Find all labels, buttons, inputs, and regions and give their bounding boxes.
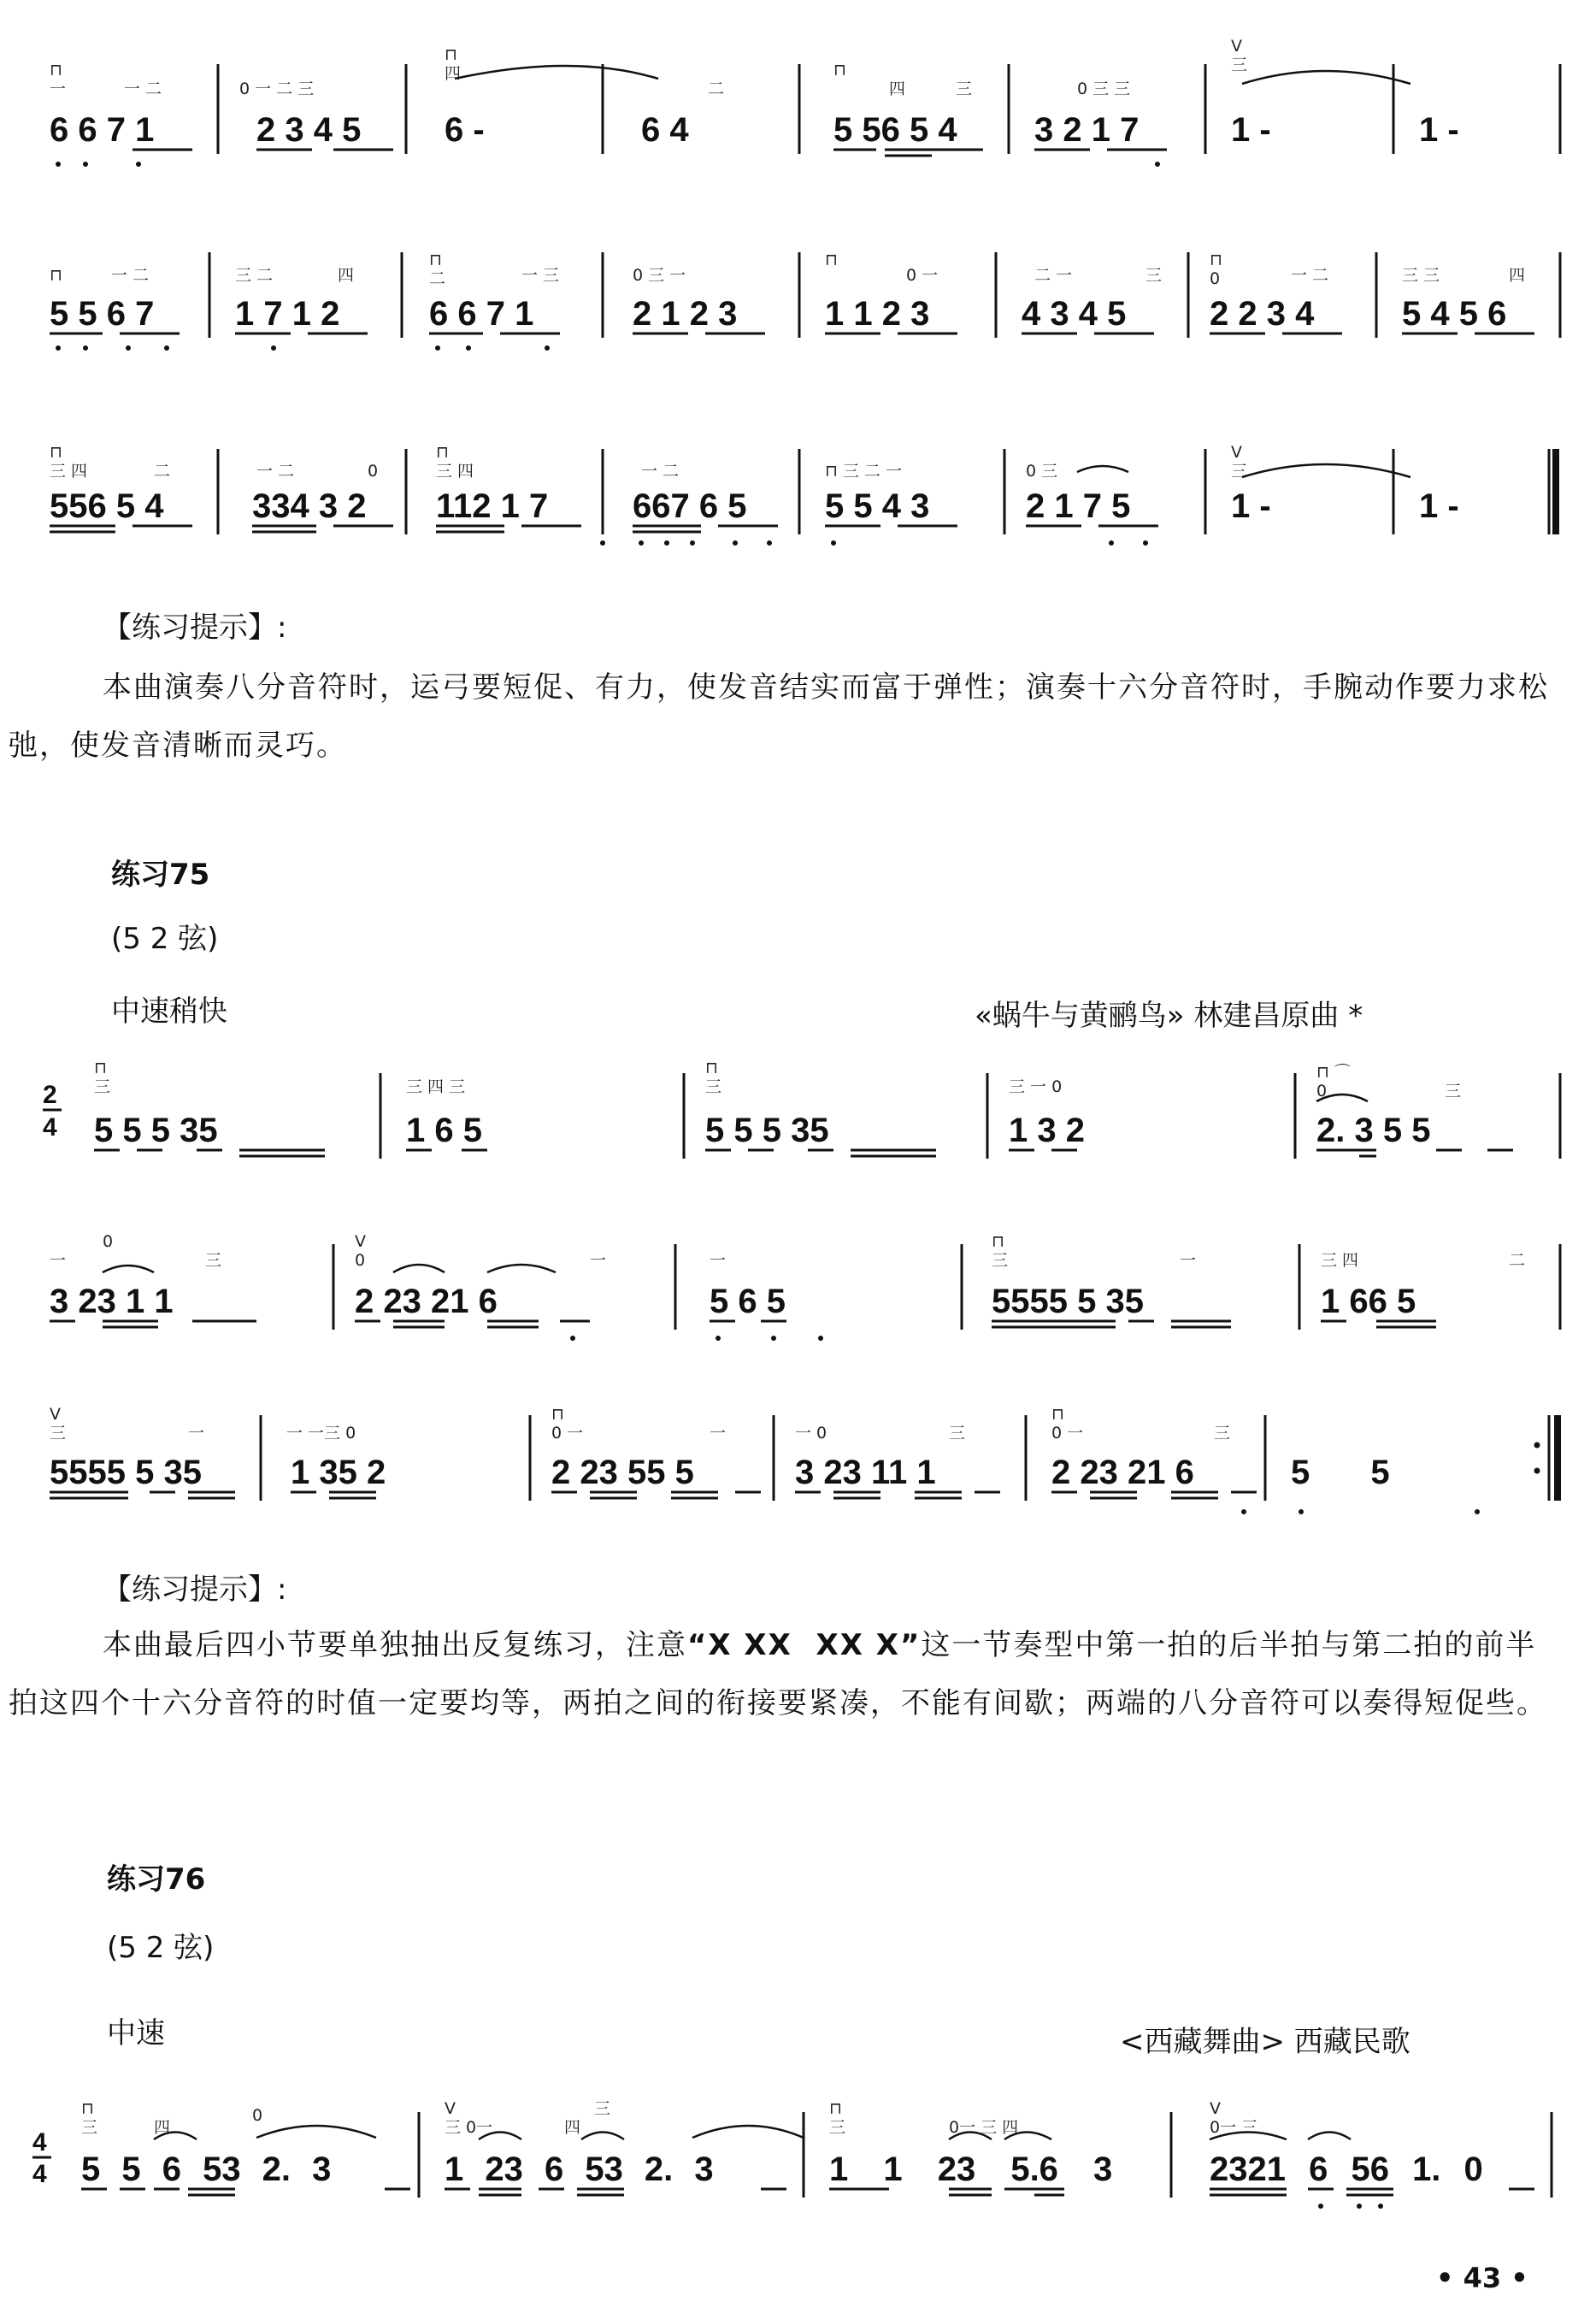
svg-text:V: V — [355, 1232, 366, 1251]
measure: 5555 5 35 — [50, 1454, 202, 1491]
svg-text:三 四 三: 三 四 三 — [406, 1077, 466, 1096]
svg-text:四: 四 — [889, 80, 906, 98]
measure: 2 1 7 5 — [1026, 487, 1131, 525]
svg-text:一 二: 一 二 — [111, 266, 150, 285]
svg-text:一 二: 一 二 — [124, 80, 162, 98]
measure: 2 1 2 3 — [633, 295, 738, 333]
measure: 3 2 1 7 — [1034, 111, 1140, 149]
measure: 112 1 7 — [436, 487, 549, 525]
fingering-marks — [50, 1232, 1525, 1270]
svg-text:三: 三 — [205, 1251, 222, 1270]
svg-text:三: 三 — [829, 2118, 846, 2137]
score-line-1 — [43, 17, 1564, 188]
svg-text:0 一 二 三: 0 一 二 三 — [239, 80, 315, 98]
svg-text:三: 三 — [50, 1424, 67, 1443]
fingering-marks — [94, 1059, 1461, 1100]
svg-text:⊓: ⊓ — [445, 45, 457, 64]
page-number-value: 43 — [1463, 2262, 1502, 2294]
measure: 1 - — [1231, 487, 1271, 525]
score-line-76-1 — [32, 2052, 1564, 2223]
measure: 1 6 5 — [406, 1112, 482, 1149]
measure: 1 7 1 2 — [235, 295, 340, 333]
measure: 5 5 — [1291, 1454, 1390, 1491]
svg-text:三: 三 — [956, 80, 973, 98]
svg-text:一 三: 一 三 — [521, 266, 560, 285]
svg-text:二: 二 — [429, 269, 446, 288]
svg-text:V: V — [1231, 443, 1242, 462]
measure: 5 6 5 — [710, 1283, 786, 1320]
measure: 2 23 21 6 — [355, 1283, 498, 1320]
svg-text:三: 三 — [1445, 1082, 1462, 1100]
svg-text:V: V — [1210, 2099, 1221, 2118]
measure: 1 1 23 5.6 3 — [829, 2151, 1113, 2188]
svg-text:⊓: ⊓ — [825, 251, 838, 269]
svg-text:一: 一 — [710, 1424, 727, 1443]
svg-text:一: 一 — [590, 1251, 607, 1270]
score-line-2 — [43, 214, 1564, 385]
svg-text:一: 一 — [1180, 1251, 1197, 1270]
svg-text:0 三: 0 三 — [1026, 462, 1058, 481]
svg-text:⊓: ⊓ — [50, 266, 62, 285]
page-number: • 43 • — [1436, 2262, 1528, 2294]
svg-text:⊓: ⊓ — [94, 1059, 107, 1077]
svg-text:⊓: ⊓ — [705, 1059, 718, 1077]
fingering-marks — [50, 443, 1247, 481]
tips-text-2b: 这一节奏型中第一拍的后半拍与第二拍的前半拍这四个十六分音符的时值一定要均等，两拍之间的衔接要紧凑，不能有间歇；两端的八分音符可以奏得短促些。 — [9, 1628, 1547, 1720]
svg-text:⊓: ⊓ — [429, 251, 442, 269]
tips-text-2 — [9, 1616, 1564, 1732]
svg-text:一 二: 一 二 — [256, 462, 295, 481]
rhythm-pattern: “X XX XX X” — [687, 1628, 922, 1662]
svg-text:三 四: 三 四 — [50, 462, 88, 481]
measure: 1 23 6 53 2. 3 — [445, 2151, 714, 2188]
svg-text:一 一三 0: 一 一三 0 — [286, 1424, 356, 1443]
svg-text:⊓: ⊓ — [81, 2099, 94, 2118]
svg-text:三: 三 — [949, 1424, 966, 1443]
svg-text:0 三 一: 0 三 一 — [633, 266, 686, 285]
svg-text:0 一: 0 一 — [551, 1424, 584, 1443]
svg-text:⊓: ⊓ — [992, 1232, 1004, 1251]
svg-text:⊓: ⊓ — [551, 1405, 564, 1424]
svg-text:二: 二 — [708, 80, 725, 98]
tips-label-1: 【练习提示】: — [103, 611, 287, 645]
score-line-75-3 — [43, 1377, 1564, 1548]
svg-text:三: 三 — [1145, 266, 1163, 285]
measure: 334 3 2 — [252, 487, 367, 525]
svg-text:0: 0 — [1316, 1082, 1328, 1100]
svg-text:一 0: 一 0 — [795, 1424, 827, 1443]
svg-text:0: 0 — [355, 1251, 366, 1270]
measure: 5 5 5 35 — [94, 1112, 218, 1149]
tips-label-2: 【练习提示】: — [103, 1572, 287, 1607]
measure: 1 - — [1419, 111, 1459, 149]
svg-text:⊓: ⊓ — [50, 61, 62, 80]
svg-text:二: 二 — [154, 462, 171, 481]
measure: 2 23 55 5 — [551, 1454, 694, 1491]
svg-text:三 四: 三 四 — [436, 462, 474, 481]
exercise-76-tempo: 中速 — [107, 2016, 165, 2050]
svg-text:三 一 0: 三 一 0 — [1009, 1077, 1063, 1096]
exercise-76-strings: (5 2 弦) — [107, 1931, 215, 1965]
svg-text:一 二: 一 二 — [1291, 266, 1329, 285]
measure: 3 23 11 1 — [795, 1454, 936, 1491]
measure: 5 5 5 35 — [705, 1112, 829, 1149]
svg-text:一: 一 — [50, 1251, 67, 1270]
svg-text:三 三: 三 三 — [1402, 266, 1440, 285]
svg-text:⊓ ⌒: ⊓ ⌒ — [1316, 1063, 1351, 1082]
svg-text:⊓: ⊓ — [1210, 251, 1222, 269]
svg-text:三 二: 三 二 — [235, 266, 274, 285]
svg-text:V: V — [50, 1405, 61, 1424]
svg-text:⊓: ⊓ — [436, 443, 449, 462]
svg-text:一: 一 — [50, 80, 67, 98]
svg-text:一: 一 — [710, 1251, 727, 1270]
svg-text:四: 四 — [338, 266, 355, 285]
exercise-75-source: «蜗牛与黄鹂鸟» 林建昌原曲 * — [975, 999, 1363, 1033]
measure: 6 - — [445, 111, 485, 149]
time-sig-top: 4 — [32, 2128, 47, 2157]
tips-text-2a: 本曲最后四小节要单独抽出反复练习，注意 — [103, 1628, 687, 1662]
fingering-marks — [50, 251, 1525, 288]
svg-text:0 三 三: 0 三 三 — [1077, 80, 1131, 98]
measure: 1 3 2 — [1009, 1112, 1085, 1149]
score-line-75-2 — [43, 1206, 1564, 1377]
svg-text:四: 四 — [154, 2118, 171, 2137]
svg-text:⊓: ⊓ — [50, 443, 62, 462]
measure: 5 56 5 4 — [833, 111, 957, 149]
svg-text:四: 四 — [564, 2118, 581, 2137]
measure: 1 - — [1231, 111, 1271, 149]
measure: 2 3 4 5 — [256, 111, 362, 149]
svg-text:三: 三 — [594, 2099, 611, 2118]
svg-text:三: 三 — [1231, 462, 1248, 481]
svg-text:三 四: 三 四 — [1321, 1251, 1359, 1270]
svg-text:0一 三: 0一 三 — [1210, 2118, 1258, 2137]
svg-text:三: 三 — [992, 1251, 1009, 1270]
svg-text:四: 四 — [445, 64, 462, 83]
score-line-3 — [43, 402, 1564, 573]
exercise-76-source: <西藏舞曲> 西藏民歌 — [1120, 2025, 1410, 2059]
svg-text:0: 0 — [1210, 269, 1221, 288]
exercise-75-title: 练习75 — [111, 858, 210, 892]
score-line-75-1 — [43, 1035, 1564, 1206]
svg-text:四: 四 — [1509, 266, 1526, 285]
measure: 667 6 5 — [633, 487, 747, 525]
fingering-marks — [50, 1405, 1230, 1443]
measure: 5 4 5 6 — [1402, 295, 1507, 333]
time-sig-bottom: 4 — [43, 1113, 57, 1142]
svg-text:V: V — [445, 2099, 456, 2118]
svg-text:0: 0 — [252, 2106, 263, 2125]
exercise-75-strings: (5 2 弦) — [111, 922, 219, 956]
measure: 4 3 4 5 — [1022, 295, 1127, 333]
measure: 6 4 — [641, 111, 689, 149]
svg-text:⊓: ⊓ — [1051, 1405, 1064, 1424]
svg-text:三: 三 — [705, 1077, 722, 1096]
measure: 5555 5 35 — [992, 1283, 1144, 1320]
svg-text:三: 三 — [1214, 1424, 1231, 1443]
fingering-marks — [50, 37, 1247, 98]
measure: 1 1 2 3 — [825, 295, 930, 333]
measure: 2 2 3 4 — [1210, 295, 1315, 333]
svg-text:二 一: 二 一 — [1034, 266, 1073, 285]
svg-text:一 二: 一 二 — [641, 462, 680, 481]
svg-text:⊓: ⊓ — [833, 61, 846, 80]
tips-text-1: 本曲演奏八分音符时，运弓要短促、有力，使发音结实而富于弹性；演奏十六分音符时，手腕动作要力求松弛，使发音清晰而灵巧。 — [9, 670, 1549, 763]
measure: 2. 3 5 5 — [1316, 1112, 1431, 1149]
time-sig-top: 2 — [43, 1081, 57, 1109]
svg-text:三: 三 — [94, 1077, 111, 1096]
time-sig-bottom: 4 — [32, 2160, 47, 2188]
measure: 2 23 21 6 — [1051, 1454, 1194, 1491]
measure: 2321 6 56 1. 0 — [1210, 2151, 1483, 2188]
svg-text:一: 一 — [188, 1424, 205, 1443]
measure: 5 5 6 7 — [50, 295, 155, 333]
svg-text:三 0一: 三 0一 — [445, 2118, 493, 2137]
svg-text:⊓: ⊓ — [829, 2099, 842, 2118]
svg-text:0 一: 0 一 — [1051, 1424, 1084, 1443]
measure: 1 - — [1419, 487, 1459, 525]
measure: 556 5 4 — [50, 487, 164, 525]
svg-text:⊓ 三 二 一: ⊓ 三 二 一 — [825, 462, 902, 481]
svg-text:0 一: 0 一 — [906, 266, 939, 285]
measure: 5 5 4 3 — [825, 487, 930, 525]
svg-text:三: 三 — [1231, 56, 1248, 74]
svg-text:三: 三 — [81, 2118, 98, 2137]
measure: 5 5 6 53 2. 3 — [81, 2151, 332, 2188]
svg-text:二: 二 — [1509, 1251, 1526, 1270]
fingering-marks — [81, 2099, 1257, 2137]
measure: 6 6 7 1 — [50, 111, 155, 149]
svg-text:0一 三 四: 0一 三 四 — [949, 2118, 1019, 2137]
exercise-76-title: 练习76 — [107, 1862, 206, 1897]
measure: 1 66 5 — [1321, 1283, 1416, 1320]
svg-text:0: 0 — [103, 1232, 114, 1251]
svg-text:V: V — [1231, 37, 1242, 56]
measure: 3 23 1 1 — [50, 1283, 174, 1320]
exercise-75-tempo: 中速稍快 — [111, 994, 227, 1029]
svg-text:0: 0 — [368, 462, 379, 481]
measure: 6 6 7 1 — [429, 295, 534, 333]
measure: 1 35 2 — [291, 1454, 386, 1491]
